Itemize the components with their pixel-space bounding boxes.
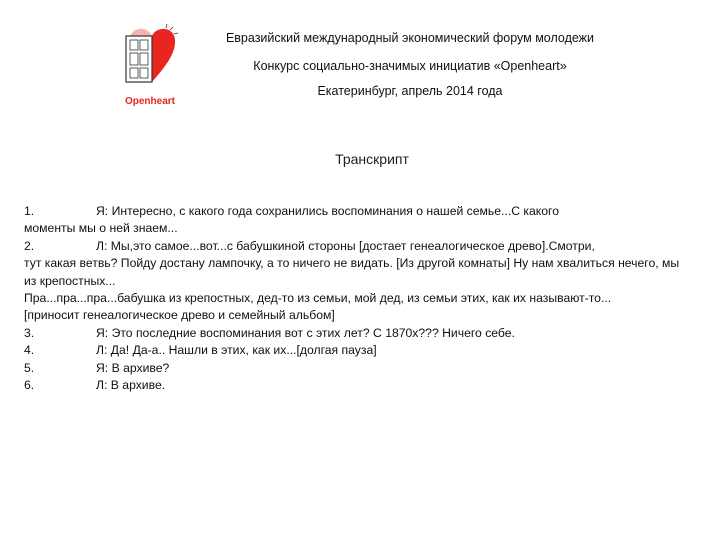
- entry-text-continued: тут какая ветвь? Пойду достану лампочку, а то ничего не видать. [Из другой комнаты] Ну нам хвалиться нечего, мы из крепостных...: [24, 256, 680, 288]
- entry-number: 2.: [24, 238, 35, 253]
- transcript-entry-3: [24, 325, 686, 342]
- logo-label: Openheart: [124, 96, 175, 107]
- entry-number: 3.: [24, 325, 35, 340]
- transcript-entry-1: [24, 203, 686, 238]
- entry-number: 5.: [24, 360, 35, 375]
- entry-number: 6.: [24, 378, 35, 393]
- contest-title: Конкурс социально-значимых инициатив «Openheart»: [253, 59, 567, 73]
- entry-text-continued: моменты мы о ней знаем...: [24, 221, 178, 236]
- entry-number: 1.: [24, 204, 35, 218]
- transcript-paragraph: Пра...пра...пра...бабушка из крепостных, дед-то из семьи, мой дед, из семьи этих, как их называют-то...: [24, 291, 612, 306]
- stage-direction: [приносит генеалогическое древо и семейный альбом]: [24, 308, 335, 323]
- entry-text: Л: Мы,это самое...вот...с бабушкиной стороны [достает генеалогическое древо].Смотри,: [96, 238, 595, 253]
- forum-title: Евразийский международный экономический форум молодежи: [225, 31, 595, 45]
- entry-text: Л: Да! Да-а.. Нашли в этих, как их...[долгая пауза]: [96, 343, 377, 358]
- entry-text: Я: Это последние воспоминания вот с этих лет? С 1870х??? Ничего себе.: [96, 325, 515, 340]
- entry-text: Я: В архиве?: [96, 360, 170, 375]
- transcript-body: [24, 203, 686, 394]
- transcript-entry-4: [24, 342, 686, 359]
- entry-text: Л: В архиве.: [96, 378, 166, 393]
- transcript-entry-2: [24, 238, 686, 290]
- location-date: Екатеринбург, апрель 2014 года: [317, 84, 503, 98]
- document-title: Транскрипт: [335, 151, 409, 167]
- transcript-entry-5: [24, 360, 686, 377]
- entry-number: 4.: [24, 343, 35, 358]
- transcript-entry-6: [24, 377, 686, 394]
- entry-text: Я: Интересно, с какого года сохранились воспоминания о нашей семье...С какого: [96, 204, 559, 218]
